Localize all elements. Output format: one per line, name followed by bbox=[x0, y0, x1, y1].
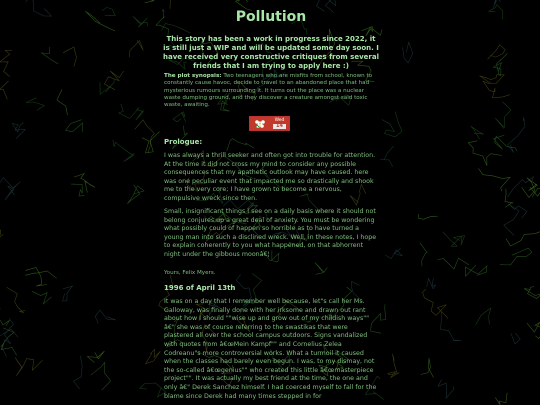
vein-line bbox=[419, 214, 438, 219]
vein-line bbox=[483, 81, 510, 98]
vein-line bbox=[421, 358, 434, 377]
vein-line bbox=[505, 189, 513, 208]
vein-line bbox=[403, 42, 413, 63]
vein-line bbox=[0, 178, 20, 200]
vein-line bbox=[42, 47, 59, 64]
vein-line bbox=[74, 174, 95, 193]
synopsis-text: Two teenagers who are misfits from school, known to constantly cause havoc, decide to travel to an abandoned place that had mysterious rumours surrounding it. It turns out the place was a nuclear waste dumping ground, and they discover a creature amongst said toxic waste, awaiting. bbox=[164, 73, 373, 109]
badge-info bbox=[270, 117, 289, 130]
vein-line bbox=[1, 328, 17, 355]
flower-icon bbox=[250, 117, 270, 130]
badge-day: Wed bbox=[274, 118, 285, 123]
vein-line bbox=[382, 112, 402, 137]
vein-line bbox=[32, 291, 51, 304]
vein-line bbox=[478, 168, 510, 191]
vein-line bbox=[125, 0, 154, 3]
vein-line bbox=[493, 0, 500, 8]
vein-line bbox=[119, 104, 144, 120]
vein-line bbox=[500, 248, 532, 265]
prologue-paragraph-2: Small, insignificant things I see on a daily basis where it should not belong conjures up a great deal of anxiety. You must be wondering what possibly could of happen so horrible as to have turned a young man into such a disclined wreck. Well, in these notes, I hope to explain coherently to you what happened, on that abhorrent night under the gibbous moonâ€¦ bbox=[164, 208, 377, 258]
vein-line bbox=[388, 354, 399, 378]
vein-line bbox=[524, 287, 540, 299]
vein-line bbox=[443, 232, 465, 247]
vein-line bbox=[71, 184, 84, 196]
synopsis-label: The plot synopsis: bbox=[164, 73, 222, 79]
synopsis bbox=[164, 73, 378, 109]
vein-line bbox=[494, 135, 517, 151]
prologue-heading: Prologue: bbox=[164, 138, 203, 146]
prologue-paragraph-1: I was always a thrill seeker and often got into trouble for attention. At the time it did not cross my mind to consider any possible consequences that my apathetic outlook may have caused. here was one peculiar event that impacted me so drastically and shook me to the very core; I have grown to become a nervous, compulsive wreck since then. bbox=[164, 152, 376, 202]
vein-line bbox=[530, 187, 540, 197]
vein-line bbox=[146, 349, 161, 363]
vein-line bbox=[465, 265, 487, 276]
vein-line bbox=[86, 11, 116, 31]
vein-line bbox=[140, 383, 166, 397]
vein-line bbox=[91, 362, 111, 390]
vein-line bbox=[113, 140, 135, 162]
section-paragraph-1: It was on a day that I remember well because, let"s call her Ms. Galloway, was finally done with her irksome and drawn out rant about how I should ""wise up and grow out of my childish ways"" â€" she was of course referring to the swastikas that were plastered all over the school campus outdoors. Signs vandalized with quotes from â€œMein Kampf"" and Cornelius Zelea Codreanu"s more controversial works. What a turmoil it caused when the classes had barely even begun. I was, to my dismay, not the so-called â€œgenius"" who created this little â€œmasterpiece project"". It was actually my best friend at the time, the one and only â€" Derek Sanchez himself. I had coerced myself to fall for the blame since Derek had many times stepped in for bbox=[164, 298, 377, 400]
vein-line bbox=[420, 243, 427, 267]
vein-line bbox=[476, 308, 491, 325]
vein-line bbox=[438, 380, 454, 399]
vein-line bbox=[489, 5, 503, 20]
vein-line bbox=[423, 289, 448, 318]
page-title: Pollution bbox=[235, 9, 307, 25]
vein-line bbox=[471, 126, 484, 139]
vein-line bbox=[95, 310, 116, 324]
vein-line bbox=[0, 50, 12, 76]
vein-line bbox=[74, 356, 83, 389]
vein-line bbox=[130, 40, 144, 57]
vein-line bbox=[100, 79, 114, 95]
vein-line bbox=[57, 89, 67, 115]
vein-line bbox=[527, 323, 540, 339]
vein-line bbox=[26, 98, 44, 111]
vein-line bbox=[26, 0, 52, 16]
vein-line bbox=[133, 16, 148, 27]
vein-line bbox=[63, 286, 73, 301]
vein-line bbox=[480, 75, 505, 84]
vein-line bbox=[427, 278, 436, 289]
vein-line bbox=[0, 230, 3, 240]
vein-line bbox=[0, 304, 10, 326]
vein-line bbox=[488, 45, 506, 60]
vein-line bbox=[495, 393, 507, 405]
vein-line bbox=[12, 123, 25, 139]
vein-line bbox=[15, 358, 42, 376]
vein-line bbox=[63, 47, 76, 67]
vein-line bbox=[437, 258, 469, 269]
signature: Yours, Felix Myers. bbox=[164, 270, 216, 276]
vein-line bbox=[135, 120, 155, 153]
vein-line bbox=[511, 333, 520, 344]
vein-line bbox=[522, 178, 538, 198]
intro-note: This story has been a work in progress since 2022, it is still just a WIP and will be updated some day soon. I have received very constructive critiques from several friends that I am trying to apply here :) bbox=[163, 35, 379, 70]
story-page bbox=[163, 0, 379, 405]
vein-line bbox=[102, 7, 115, 15]
vein-line bbox=[66, 120, 83, 132]
vein-line bbox=[441, 312, 462, 341]
vein-line bbox=[88, 351, 105, 363]
vein-line bbox=[385, 248, 402, 258]
vein-line bbox=[127, 185, 144, 204]
vein-line bbox=[26, 268, 48, 287]
vein-line bbox=[381, 146, 394, 167]
date-badge[interactable] bbox=[249, 116, 290, 131]
vein-line bbox=[495, 102, 511, 129]
badge-number: 14 bbox=[273, 124, 286, 129]
vein-line bbox=[0, 81, 8, 99]
section-heading: 1996 of April 13th bbox=[164, 284, 236, 292]
vein-line bbox=[504, 204, 527, 236]
vein-line bbox=[7, 287, 25, 312]
